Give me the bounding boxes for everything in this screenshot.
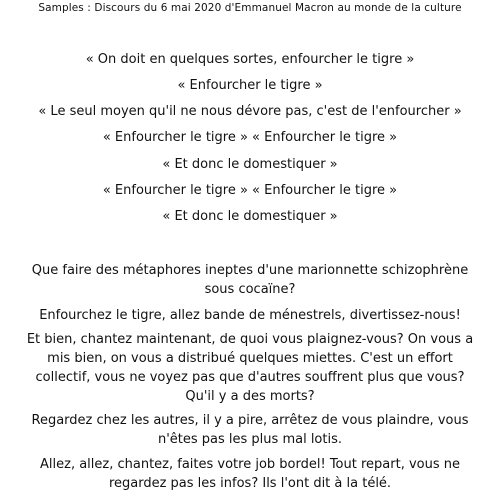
chorus-line-1: « On doit en quelques sortes, enfourcher le tigre »: [85, 52, 415, 67]
verse-paragraph-3: Et bien, chantez maintenant, de quoi vous plaignez-vous? On vous a mis bien, on vous a distribué quelques miettes. C'est un effort collectif, vous ne voyez pas que d'autres souffrent plus que vous? Qu'il y a des morts?: [26, 332, 474, 404]
chorus-line-5: « Et donc le domestiquer »: [162, 157, 338, 172]
source-header: Samples : Discours du 6 mai 2020 d'Emmanuel Macron au monde de la culture: [38, 2, 462, 14]
chorus-line-6: « Enfourcher le tigre » « Enfourcher le tigre »: [102, 183, 398, 198]
verse-paragraph-2: Enfourchez le tigre, allez bande de ménestrels, divertissez-nous!: [39, 308, 461, 323]
chorus-line-2: « Enfourcher le tigre »: [177, 78, 323, 93]
chorus-line-3: « Le seul moyen qu'il ne nous dévore pas, c'est de l'enfourcher »: [38, 104, 462, 119]
verse-paragraph-1: Que faire des métaphores ineptes d'une marionnette schizophrène sous cocaïne?: [31, 263, 469, 297]
verse-paragraph-5: Allez, allez, chantez, faites votre job bordel! Tout repart, vous ne regardez pas les infos? Ils l'ont dit à la télé.: [40, 457, 460, 491]
chorus-line-4: « Enfourcher le tigre » « Enfourcher le tigre »: [102, 130, 398, 145]
chorus-line-7: « Et donc le domestiquer »: [162, 209, 338, 224]
verse-paragraph-4: Regardez chez les autres, il y a pire, arrêtez de vous plaindre, vous n'êtes pas les plus mal lotis.: [31, 413, 469, 447]
